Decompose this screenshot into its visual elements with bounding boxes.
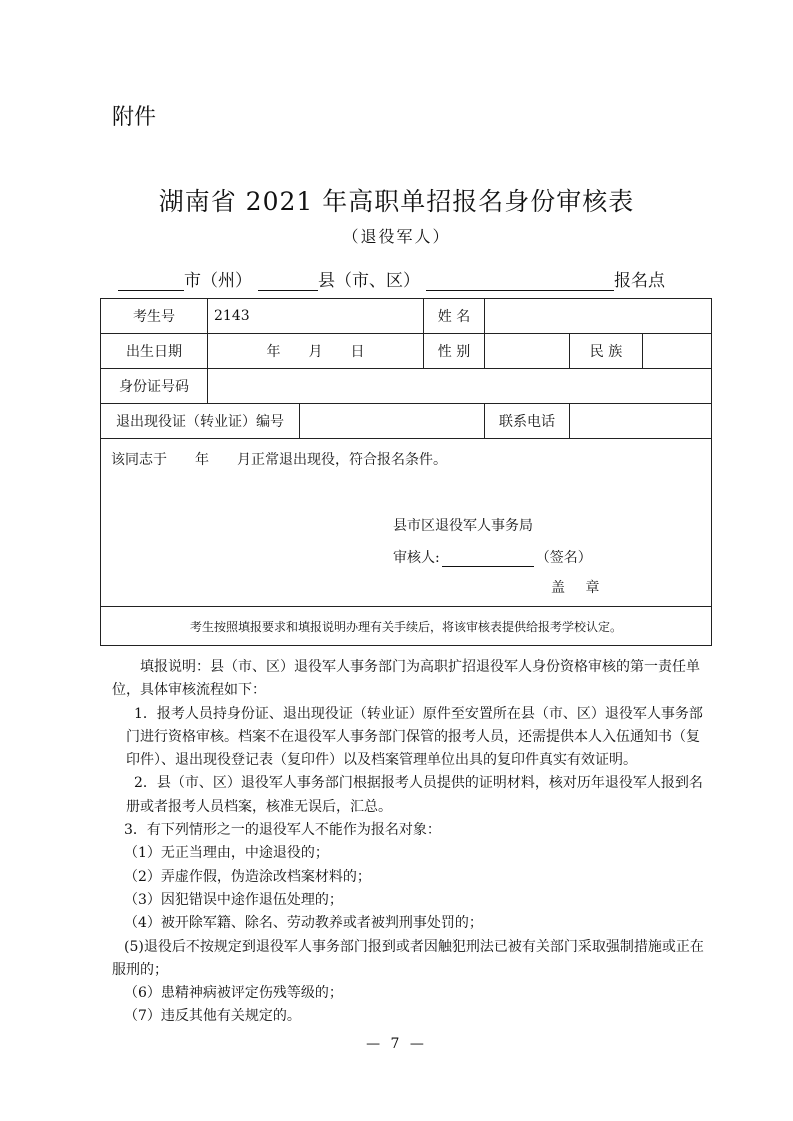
veterans-office-label: 县市区退役军人事务局: [393, 518, 533, 534]
instruction-case: （4）被开除军籍、除名、劳动教养或者被判刑事处罚的；: [124, 915, 483, 932]
table-row: [101, 334, 712, 369]
gender-label: 性 别: [424, 334, 485, 369]
city-blank[interactable]: [118, 272, 184, 291]
instruction-case: （3）因犯错误中途作退伍处理的；: [124, 891, 343, 908]
instruction-case: (5)退役后不按规定到退役军人事务部门报到或者因触犯刑法已被有关部门采取强制措施或正在服刑的；: [112, 938, 704, 978]
table-row: [101, 607, 712, 646]
id-number-label: 身份证号码: [101, 369, 208, 404]
birth-date-field[interactable]: 年 月 日: [208, 334, 424, 369]
instruction-case: （7）违反其他有关规定的。: [124, 1008, 301, 1025]
seal-label: 盖 章: [551, 580, 608, 596]
instruction-case: （1）无正当理由，中途退役的；: [124, 845, 329, 862]
document-title: 湖南省 2021 年高职单招报名身份审核表: [158, 187, 635, 216]
table-row: [101, 439, 712, 607]
county-blank[interactable]: [258, 272, 318, 291]
reviewer-line: [393, 547, 592, 567]
certification-section: [101, 439, 712, 607]
table-row: [101, 369, 712, 404]
region-line: [0, 266, 793, 291]
discharge-cert-field[interactable]: [300, 404, 485, 439]
site-label: 报名点: [614, 271, 665, 291]
exam-number-value[interactable]: 2143: [208, 299, 424, 334]
ethnicity-label: 民 族: [570, 334, 643, 369]
reviewer-signature-blank[interactable]: [442, 552, 534, 567]
site-blank[interactable]: [426, 272, 614, 291]
review-form-table: [100, 298, 712, 646]
document-subtitle: （退役军人）: [342, 227, 451, 246]
ethnicity-field[interactable]: [643, 334, 712, 369]
form-footer-note: 考生按照填报要求和填报说明办理有关手续后，将该审核表提供给报考学校认定。: [101, 607, 712, 646]
phone-label: 联系电话: [485, 404, 570, 439]
name-field[interactable]: [485, 299, 712, 334]
birth-date-label: 出生日期: [101, 334, 208, 369]
certification-text: 该同志于 年 月正常退出现役，符合报名条件。: [111, 452, 447, 468]
instruction-case: （6）患精神病被评定伤残等级的；: [124, 985, 343, 1002]
exam-number-label: 考生号: [101, 299, 208, 334]
discharge-cert-label: 退出现役证（转业证）编号: [101, 404, 300, 439]
reviewer-label: 审核人:: [393, 550, 440, 566]
instruction-case: （2）弄虚作假，伪造涂改档案材料的；: [124, 868, 371, 885]
name-label: 姓 名: [424, 299, 485, 334]
page-number: — 7 —: [366, 1036, 427, 1052]
signature-note: （签名）: [535, 550, 592, 566]
instructions-section: [112, 656, 712, 1029]
city-label: 市（州）: [184, 271, 252, 291]
instructions-step-2: 2．县（市、区）退役军人事务部门根据报考人员提供的证明材料，核对历年退役军人报到名册或者报考人员档案，核准无误后，汇总。: [126, 775, 703, 815]
instructions-intro: 填报说明：县（市、区）退役军人事务部门为高职扩招退役军人身份资格审核的第一责任单位，具体审核流程如下：: [112, 659, 700, 699]
gender-field[interactable]: [485, 334, 570, 369]
phone-field[interactable]: [570, 404, 712, 439]
instructions-step-3: 3．有下列情形之一的退役军人不能作为报名对象：: [124, 822, 441, 839]
table-row: [101, 404, 712, 439]
table-row: [101, 299, 712, 334]
county-label: 县（市、区）: [318, 271, 420, 291]
id-number-field[interactable]: [208, 369, 712, 404]
attachment-label: 附件: [112, 105, 157, 130]
instructions-step-1: 1．报考人员持身份证、退出现役证（转业证）原件至安置所在县（市、区）退役军人事务部门进行资格审核。档案不在退役军人事务部门保管的报考人员，还需提供本人入伍通知书（复印件）、退出现役登记表（复印件）以及档案管理单位出具的复印件真实有效证明。: [126, 705, 703, 769]
